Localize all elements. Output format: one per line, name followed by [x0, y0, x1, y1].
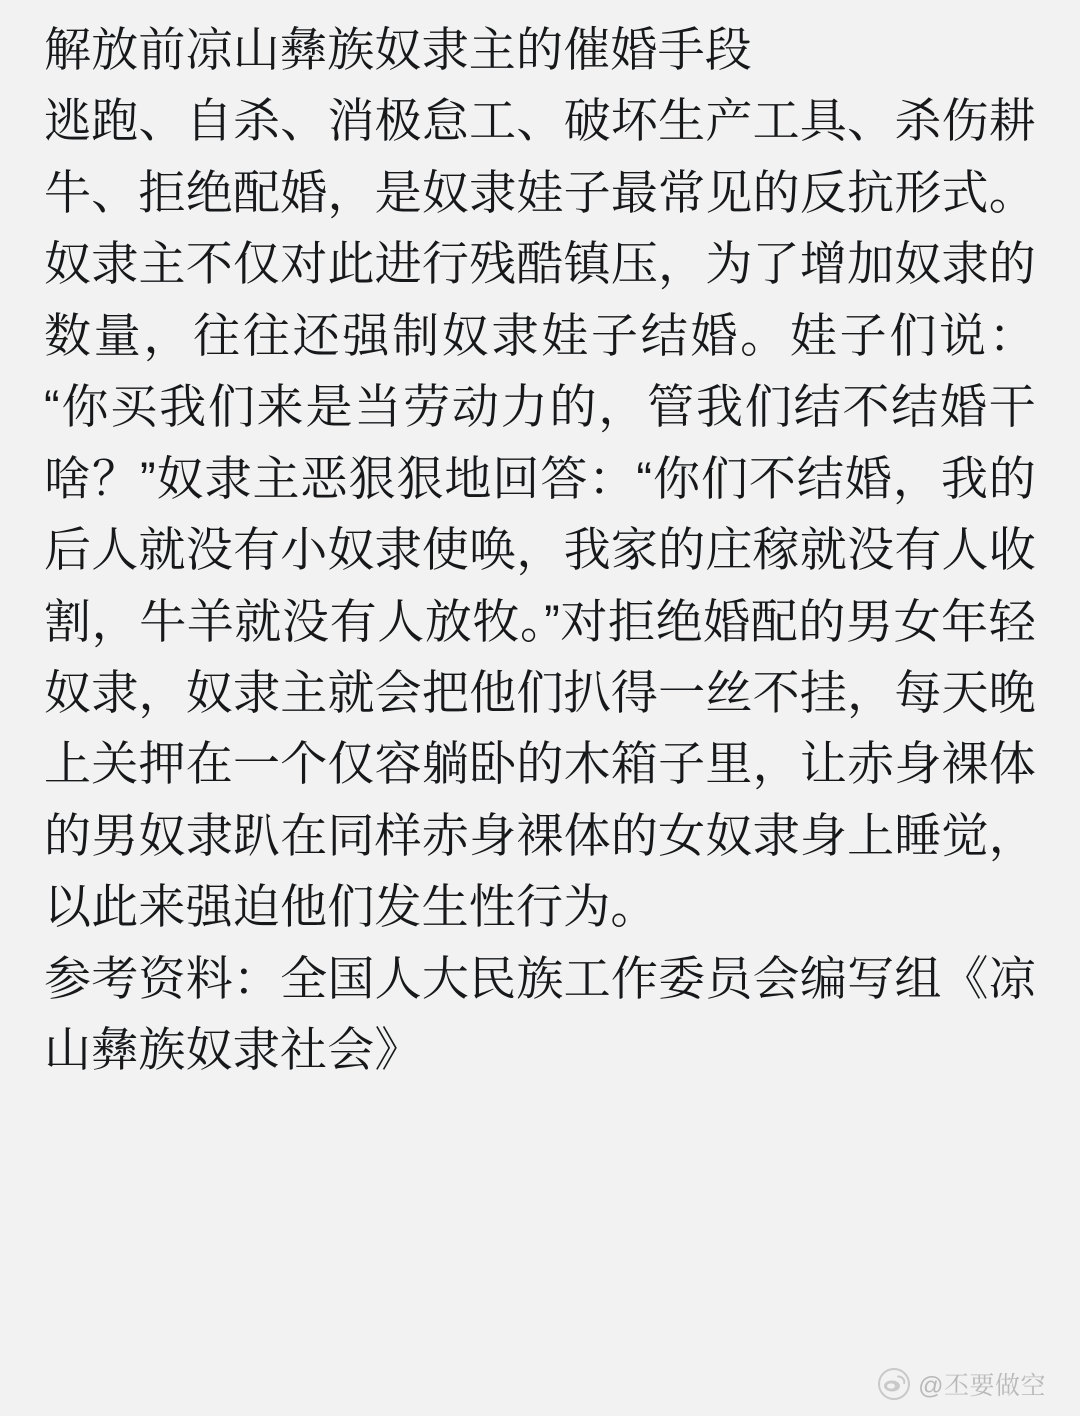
- paragraph-title: 解放前凉山彝族奴隶主的催婚手段: [44, 23, 752, 76]
- paragraph-reference: 参考资料：全国人大民族工作委员会编写组《凉山彝族奴隶社会》: [44, 951, 1036, 1077]
- article-body: [44, 14, 1036, 1086]
- watermark: [878, 1366, 1046, 1402]
- paragraph-body: 逃跑、自杀、消极怠工、破坏生产工具、杀伤耕牛、拒绝配婚，是奴隶娃子最常见的反抗形式。奴隶主不仅对此进行残酷镇压，为了增加奴隶的数量，往往还强制奴隶娃子结婚。娃子们说：“你买我们来是当劳动力的，管我们结不结婚干啥？”奴隶主恶狠狠地回答：“你们不结婚，我的后人就没有小奴隶使唤，我家的庄稼就没有人收割，牛羊就没有人放牧。”对拒绝婚配的男女年轻奴隶，奴隶主就会把他们扒得一丝不挂，每天晚上关押在一个仅容躺卧的木箱子里，让赤身裸体的男奴隶趴在同样赤身裸体的女奴隶身上睡觉，以此来强迫他们发生性行为。: [44, 94, 1036, 934]
- weibo-logo-icon: [878, 1368, 910, 1400]
- watermark-text: @丕要做空: [918, 1372, 1046, 1400]
